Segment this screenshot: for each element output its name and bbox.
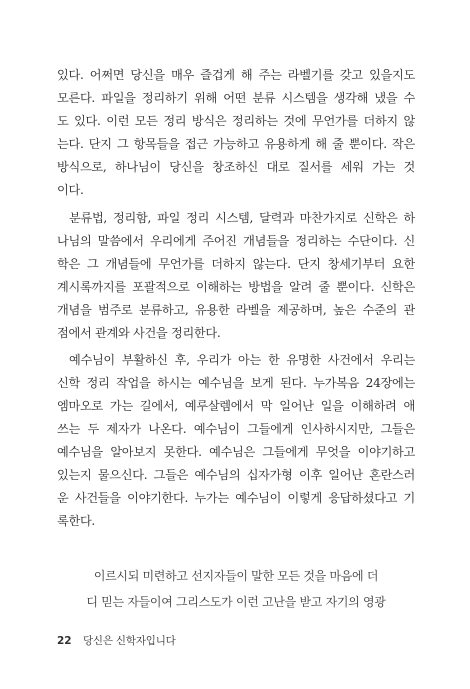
text-line: 모른다. 파일을 정리하기 위해 어떤 분류 시스템을 생각해 냈을 수 xyxy=(57,91,415,105)
text-line: 분류법, 정리함, 파일 정리 시스템, 달력과 마찬가지로 신학은 하 xyxy=(69,211,415,225)
scripture-quote xyxy=(57,563,415,615)
text-line: 록한다. xyxy=(57,514,95,528)
text-line: 있다. 어쩌면 당신을 매우 즐겁게 해 주는 라벨기를 갖고 있을지도 xyxy=(57,68,415,82)
text-line: 개념을 범주로 분류하고, 유용한 라벨을 제공하며, 높은 수준의 관 xyxy=(57,303,415,317)
text-line: 예수님이 부활하신 후, 우리가 아는 한 유명한 사건에서 우리는 xyxy=(69,353,415,367)
text-line: 계시록까지를 포괄적으로 이해하는 방법을 알려 줄 뿐이다. 신학은 xyxy=(57,280,415,294)
text-line: 나님의 말씀에서 우리에게 주어진 개념들을 정리하는 수단이다. 신 xyxy=(57,234,415,248)
text-line: 점에서 관계와 사건을 정리한다. xyxy=(57,326,221,340)
text-line: 엠마오로 가는 길에서, 예루살렘에서 막 일어난 일을 이해하려 애 xyxy=(57,399,415,413)
text-line: 있는지 물으신다. 그들은 예수님의 십자가형 이후 일어난 혼란스러 xyxy=(57,468,415,482)
page-number: 22 xyxy=(57,635,72,647)
quote-line: 이르시되 미련하고 선지자들이 말한 모든 것을 마음에 더 xyxy=(93,569,379,583)
text-line: 이다. xyxy=(57,183,84,197)
text-line: 쓰는 두 제자가 나온다. 예수님이 그들에게 인사하시지만, 그들은 xyxy=(57,422,415,436)
text-line: 운 사건들을 이야기한다. 누가는 예수님이 이렇게 응답하셨다고 기 xyxy=(57,491,415,505)
text-line: 학은 그 개념들에 무언가를 더하지 않는다. 단지 창세기부터 요한 xyxy=(57,257,415,271)
running-title: 당신은 신학자입니다 xyxy=(82,635,176,647)
quote-line: 디 믿는 자들이여 그리스도가 이런 고난을 받고 자기의 영광 xyxy=(86,595,386,609)
paragraph xyxy=(57,349,415,533)
text-line: 신학 정리 작업을 하시는 예수님을 보게 된다. 누가복음 24장에는 xyxy=(57,376,415,390)
text-line: 예수님을 알아보지 못한다. 예수님은 그들에게 무엇을 이야기하고 xyxy=(57,445,415,459)
paragraph xyxy=(57,207,415,345)
text-line: 도 있다. 이런 모든 정리 방식은 정리하는 것에 무언가를 더하지 않 xyxy=(57,114,415,128)
page-footer xyxy=(57,633,176,648)
text-line: 방식으로, 하나님이 당신을 창조하신 대로 질서를 세워 가는 것 xyxy=(57,160,415,174)
paragraph xyxy=(57,64,415,202)
text-line: 는다. 단지 그 항목들을 접근 가능하고 유용하게 해 줄 뿐이다. 작은 xyxy=(57,137,415,151)
